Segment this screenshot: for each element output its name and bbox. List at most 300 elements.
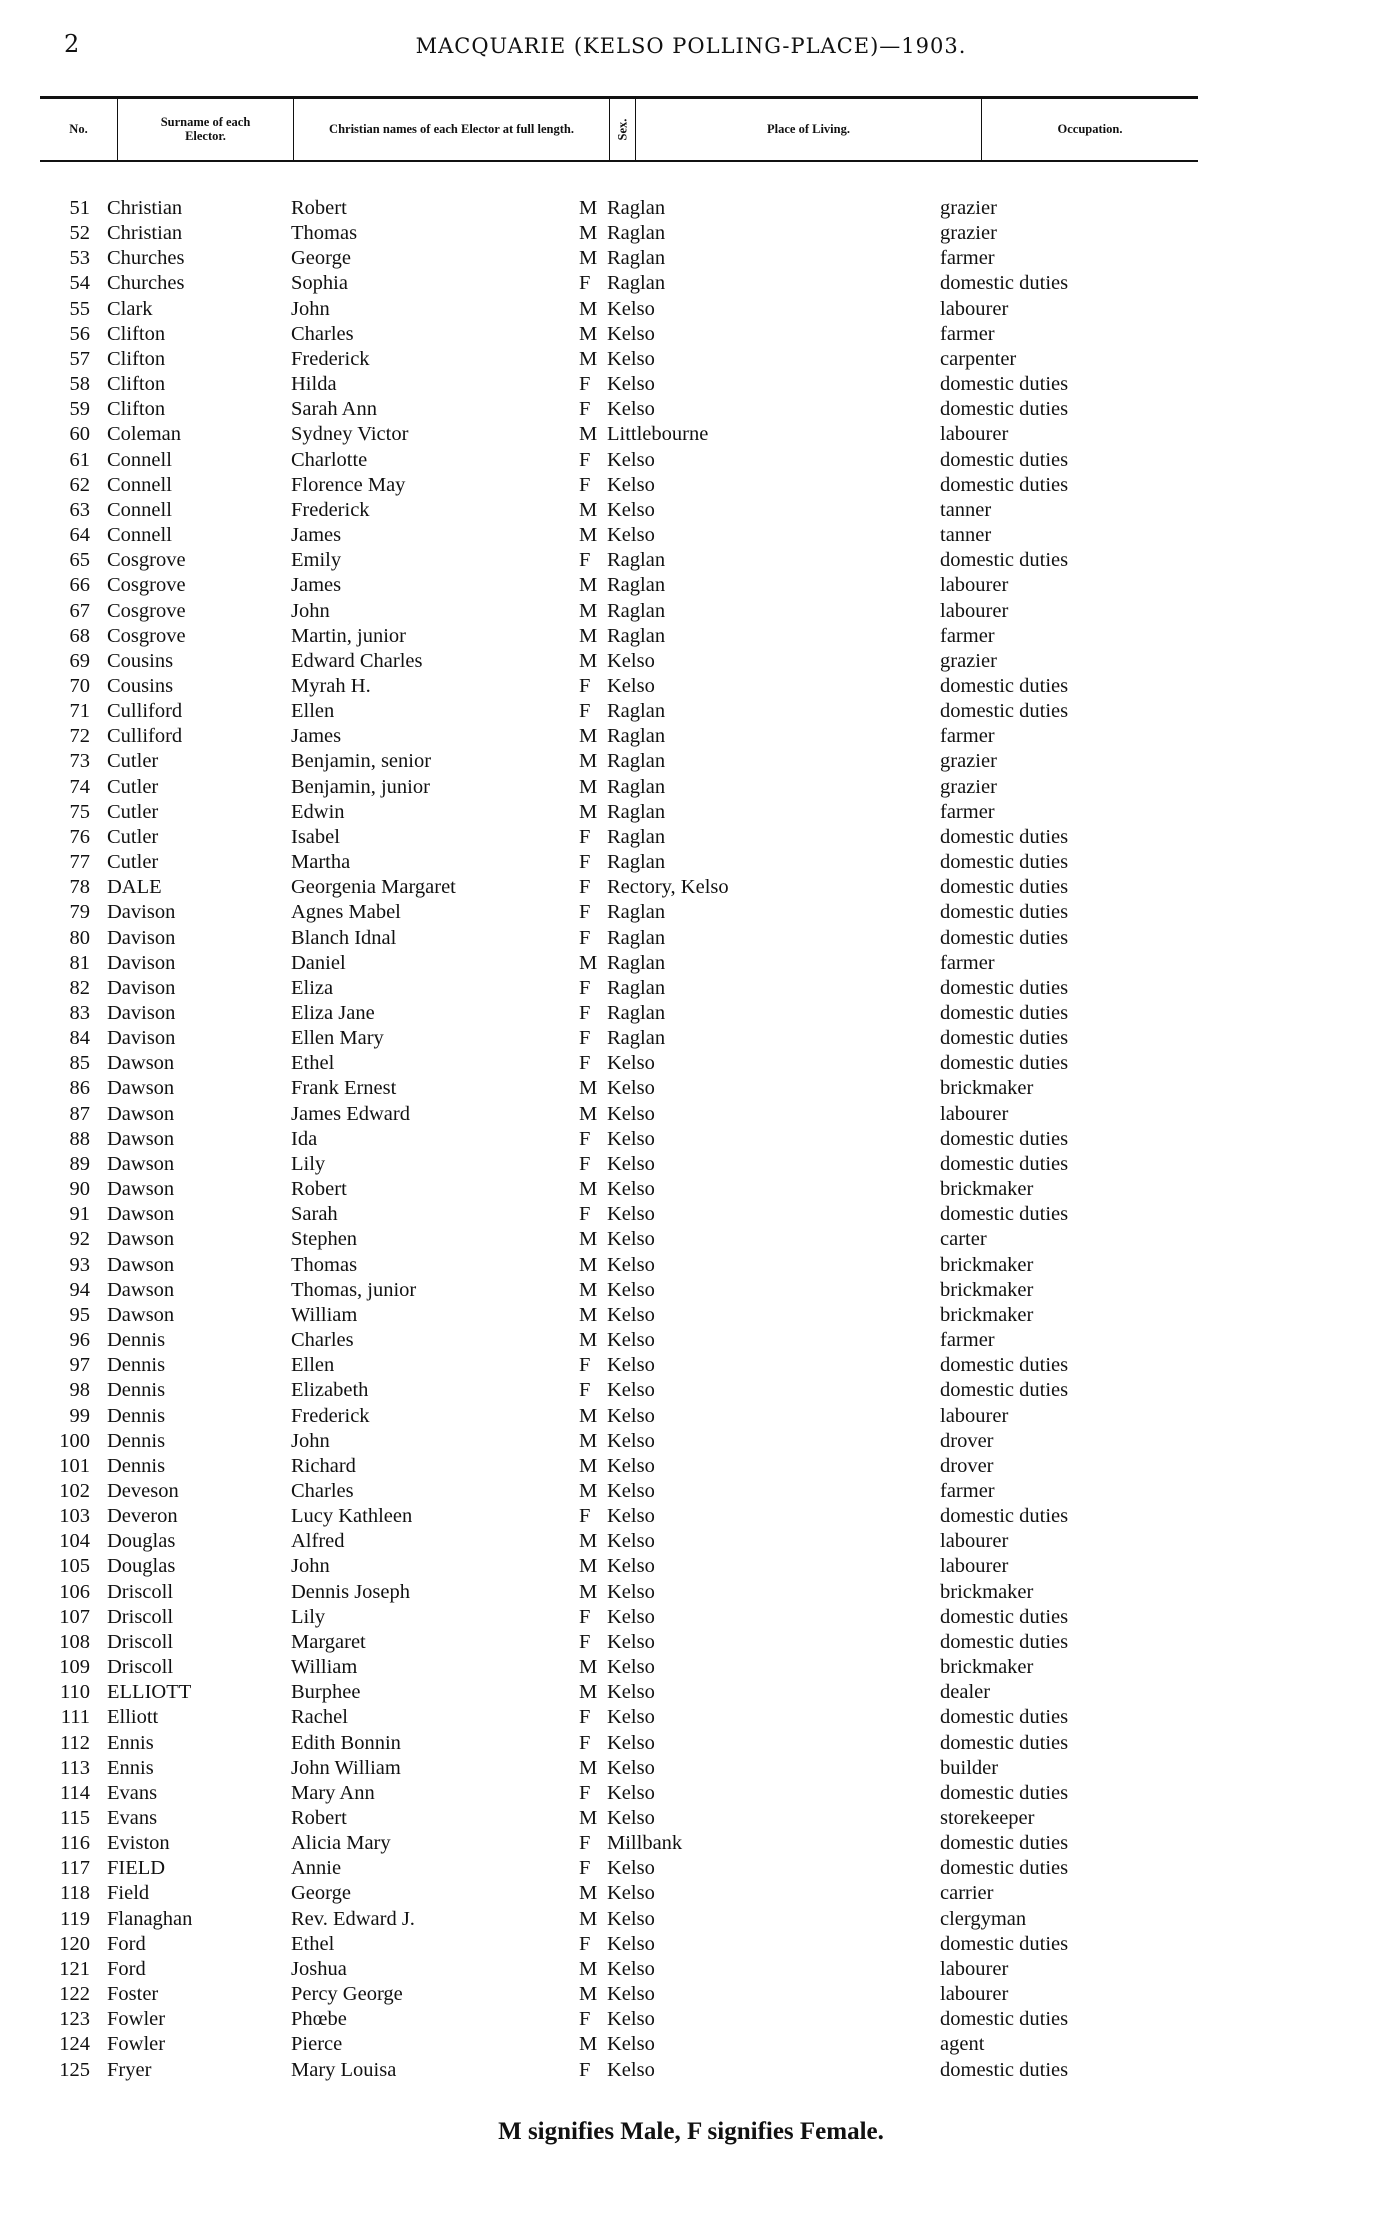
christian-names-cell: Frank Ernest — [291, 1077, 397, 1100]
row-number: 102 — [59, 1479, 90, 1502]
row-number: 54 — [69, 272, 90, 295]
table-row — [0, 926, 1382, 951]
christian-names-cell: Mary Louisa — [291, 2058, 397, 2081]
occupation-cell: brickmaker — [940, 1178, 1034, 1201]
row-number: 68 — [69, 624, 90, 647]
christian-names-cell: Phœbe — [291, 2008, 347, 2031]
place-cell: Raglan — [607, 247, 666, 270]
surname-cell: Christian — [107, 197, 183, 219]
row-number: 87 — [69, 1102, 90, 1125]
surname-cell: Driscoll — [107, 1630, 174, 1653]
row-number: 98 — [69, 1379, 90, 1402]
occupation-cell: farmer — [940, 1479, 995, 1502]
sex-cell: M — [579, 247, 598, 270]
row-number: 111 — [60, 1706, 90, 1729]
table-row — [0, 2058, 1382, 2083]
place-cell: Kelso — [607, 1656, 655, 1679]
christian-names-cell: Sarah — [291, 1203, 338, 1226]
place-cell: Kelso — [607, 524, 655, 547]
surname-cell: Connell — [107, 473, 172, 496]
christian-names-cell: Charles — [291, 1329, 354, 1352]
table-row — [0, 1303, 1382, 1328]
surname-cell: Deveron — [107, 1505, 178, 1528]
row-number: 125 — [59, 2058, 90, 2081]
place-cell: Kelso — [607, 2058, 655, 2081]
place-cell: Kelso — [607, 448, 655, 471]
surname-cell: Culliford — [107, 700, 183, 723]
row-number: 69 — [69, 649, 90, 672]
table-row — [0, 221, 1382, 246]
row-number: 53 — [69, 247, 90, 270]
table-row — [0, 372, 1382, 397]
christian-names-cell: James — [291, 574, 342, 597]
row-number: 116 — [60, 1832, 90, 1855]
place-cell: Kelso — [607, 1379, 655, 1402]
row-number: 72 — [69, 725, 90, 748]
sex-cell: M — [579, 222, 598, 245]
row-number: 51 — [69, 197, 90, 219]
elector-list — [0, 196, 1382, 2083]
table-row — [0, 1504, 1382, 1529]
row-number: 88 — [69, 1127, 90, 1150]
christian-names-cell: Ethel — [291, 1052, 335, 1075]
surname-cell: Dennis — [107, 1354, 166, 1377]
row-number: 67 — [69, 599, 90, 622]
row-number: 113 — [60, 1756, 90, 1779]
christian-names-cell: Elizabeth — [291, 1379, 369, 1402]
occupation-cell: brickmaker — [940, 1580, 1034, 1603]
sex-cell: M — [579, 1983, 598, 2006]
row-number: 124 — [59, 2033, 90, 2056]
christian-names-cell: Martin, junior — [291, 624, 407, 647]
surname-cell: Dawson — [107, 1303, 175, 1326]
surname-cell: Cosgrove — [107, 574, 186, 597]
sex-cell: F — [579, 851, 591, 874]
table-row — [0, 1756, 1382, 1781]
header-occupation: Occupation. — [1057, 121, 1123, 136]
surname-cell: Ennis — [107, 1756, 154, 1779]
row-number: 95 — [69, 1303, 90, 1326]
surname-cell: Dawson — [107, 1152, 175, 1175]
row-number: 96 — [69, 1329, 90, 1352]
place-cell: Raglan — [607, 222, 666, 245]
header-sex — [610, 99, 636, 160]
sex-cell: M — [579, 800, 598, 823]
place-cell: Kelso — [607, 1706, 655, 1729]
table-row — [0, 1353, 1382, 1378]
place-cell: Kelso — [607, 1354, 655, 1377]
christian-names-cell: Ethel — [291, 1932, 335, 1955]
surname-cell: Cutler — [107, 825, 159, 848]
christian-names-cell: Joshua — [291, 1957, 347, 1980]
occupation-cell: domestic duties — [940, 851, 1069, 874]
place-cell: Kelso — [607, 1681, 655, 1704]
place-cell: Raglan — [607, 976, 666, 999]
christian-names-cell: Percy George — [291, 1983, 403, 2006]
row-number: 62 — [69, 473, 90, 496]
table-row — [0, 749, 1382, 774]
place-cell: Kelso — [607, 1907, 655, 1930]
christian-names-cell: John William — [291, 1756, 401, 1779]
row-number: 80 — [69, 926, 90, 949]
table-row — [0, 850, 1382, 875]
occupation-cell: domestic duties — [940, 825, 1069, 848]
place-cell: Kelso — [607, 1052, 655, 1075]
surname-cell: Connell — [107, 524, 172, 547]
row-number: 52 — [69, 222, 90, 245]
table-row — [0, 322, 1382, 347]
occupation-cell: domestic duties — [940, 674, 1069, 697]
place-cell: Kelso — [607, 498, 655, 521]
occupation-cell: labourer — [940, 1983, 1009, 2006]
occupation-cell: domestic duties — [940, 876, 1069, 899]
sex-cell: F — [579, 398, 591, 421]
sex-cell: M — [579, 1404, 598, 1427]
surname-cell: Cosgrove — [107, 549, 186, 572]
sex-cell: F — [579, 1152, 591, 1175]
table-row — [0, 775, 1382, 800]
place-cell: Kelso — [607, 1178, 655, 1201]
sex-cell: F — [579, 373, 591, 396]
sex-cell: M — [579, 1454, 598, 1477]
surname-cell: Connell — [107, 448, 172, 471]
sex-cell: F — [579, 825, 591, 848]
row-number: 63 — [69, 498, 90, 521]
table-row — [0, 976, 1382, 1001]
place-cell: Millbank — [607, 1832, 683, 1855]
surname-cell: Fowler — [107, 2008, 166, 2031]
surname-cell: Dawson — [107, 1228, 175, 1251]
sex-cell: F — [579, 1932, 591, 1955]
row-number: 106 — [59, 1580, 90, 1603]
occupation-cell: domestic duties — [940, 1052, 1069, 1075]
surname-cell: Christian — [107, 222, 183, 245]
christian-names-cell: James Edward — [291, 1102, 410, 1125]
sex-cell: M — [579, 498, 598, 521]
table-row — [0, 1429, 1382, 1454]
sex-cell: M — [579, 322, 598, 345]
row-number: 89 — [69, 1152, 90, 1175]
sex-cell: F — [579, 549, 591, 572]
christian-names-cell: Benjamin, senior — [291, 750, 432, 773]
occupation-cell: farmer — [940, 800, 995, 823]
sex-cell: M — [579, 297, 598, 320]
sex-cell: M — [579, 1278, 598, 1301]
surname-cell: Douglas — [107, 1530, 176, 1553]
place-cell: Raglan — [607, 599, 666, 622]
occupation-cell: domestic duties — [940, 901, 1069, 924]
sex-cell: F — [579, 926, 591, 949]
page-title: MACQUARIE (KELSO POLLING-PLACE)—1903. — [415, 34, 967, 58]
christian-names-cell: Thomas — [291, 222, 358, 245]
occupation-cell: labourer — [940, 1404, 1009, 1427]
occupation-cell: labourer — [940, 1957, 1009, 1980]
sex-cell: M — [579, 649, 598, 672]
table-row — [0, 1982, 1382, 2007]
occupation-cell: labourer — [940, 1102, 1009, 1125]
row-number: 123 — [59, 2008, 90, 2031]
sex-cell: M — [579, 1756, 598, 1779]
place-cell: Raglan — [607, 725, 666, 748]
sex-cell: M — [579, 1882, 598, 1905]
table-row — [0, 1479, 1382, 1504]
occupation-cell: brickmaker — [940, 1656, 1034, 1679]
table-header — [40, 96, 1198, 162]
row-number: 83 — [69, 1002, 90, 1024]
place-cell: Kelso — [607, 1957, 655, 1980]
occupation-cell: brickmaker — [940, 1077, 1034, 1100]
row-number: 93 — [69, 1253, 90, 1276]
occupation-cell: domestic duties — [940, 1706, 1069, 1729]
row-number: 57 — [69, 347, 90, 370]
table-row — [0, 900, 1382, 925]
row-number: 75 — [69, 800, 90, 823]
sex-cell: M — [579, 1957, 598, 1980]
table-row — [0, 196, 1382, 221]
surname-cell: Cosgrove — [107, 599, 186, 622]
sex-cell: F — [579, 1630, 591, 1653]
place-cell: Kelso — [607, 1605, 655, 1628]
surname-cell: Flanaghan — [107, 1907, 193, 1930]
christian-names-cell: Lily — [291, 1152, 326, 1175]
row-number: 105 — [59, 1555, 90, 1578]
table-row — [0, 1580, 1382, 1605]
table-row — [0, 1856, 1382, 1881]
surname-cell: Dennis — [107, 1429, 166, 1452]
place-cell: Raglan — [607, 197, 666, 219]
christian-names-cell: John — [291, 1429, 330, 1452]
row-number: 117 — [60, 1857, 90, 1880]
christian-names-cell: Sophia — [291, 272, 348, 295]
sex-cell: F — [579, 976, 591, 999]
place-cell: Raglan — [607, 1027, 666, 1050]
row-number: 79 — [69, 901, 90, 924]
christian-names-cell: Ellen — [291, 700, 335, 723]
table-row — [0, 1881, 1382, 1906]
row-number: 74 — [69, 775, 90, 798]
place-cell: Kelso — [607, 1781, 655, 1804]
sex-cell: F — [579, 1027, 591, 1050]
christian-names-cell: Thomas, junior — [291, 1278, 417, 1301]
row-number: 58 — [69, 373, 90, 396]
occupation-cell: domestic duties — [940, 926, 1069, 949]
surname-cell: Douglas — [107, 1555, 176, 1578]
surname-cell: DALE — [107, 876, 162, 899]
sex-cell: M — [579, 750, 598, 773]
row-number: 60 — [69, 423, 90, 446]
row-number: 99 — [69, 1404, 90, 1427]
row-number: 121 — [59, 1957, 90, 1980]
place-cell: Littlebourne — [607, 423, 709, 446]
place-cell: Kelso — [607, 473, 655, 496]
christian-names-cell: Burphee — [291, 1681, 361, 1704]
christian-names-cell: Dennis Joseph — [291, 1580, 411, 1603]
surname-cell: Connell — [107, 498, 172, 521]
sex-cell: F — [579, 876, 591, 899]
table-row — [0, 548, 1382, 573]
surname-cell: Field — [107, 1882, 150, 1905]
occupation-cell: brickmaker — [940, 1253, 1034, 1276]
sex-cell: F — [579, 674, 591, 697]
sex-cell: M — [579, 1530, 598, 1553]
christian-names-cell: Eliza Jane — [291, 1002, 375, 1024]
surname-cell: Clifton — [107, 322, 166, 345]
occupation-cell: domestic duties — [940, 1731, 1069, 1754]
occupation-cell: brickmaker — [940, 1303, 1034, 1326]
occupation-cell: grazier — [940, 750, 997, 773]
sex-cell: M — [579, 1077, 598, 1100]
occupation-cell: drover — [940, 1429, 994, 1452]
occupation-cell: domestic duties — [940, 976, 1069, 999]
sex-cell: F — [579, 1706, 591, 1729]
occupation-cell: farmer — [940, 951, 995, 974]
christian-names-cell: Sarah Ann — [291, 398, 377, 421]
christian-names-cell: Frederick — [291, 1404, 370, 1427]
surname-cell: Churches — [107, 272, 185, 295]
place-cell: Kelso — [607, 2033, 655, 2056]
table-row — [0, 448, 1382, 473]
table-row — [0, 1680, 1382, 1705]
surname-cell: Dawson — [107, 1127, 175, 1150]
table-row — [0, 1655, 1382, 1680]
sex-cell: M — [579, 624, 598, 647]
occupation-cell: domestic duties — [940, 1932, 1069, 1955]
occupation-cell: farmer — [940, 725, 995, 748]
row-number: 64 — [69, 524, 90, 547]
table-row — [0, 624, 1382, 649]
christian-names-cell: Florence May — [291, 473, 406, 496]
place-cell: Raglan — [607, 901, 666, 924]
christian-names-cell: Rachel — [291, 1706, 348, 1729]
table-row — [0, 674, 1382, 699]
christian-names-cell: Agnes Mabel — [291, 901, 401, 924]
sex-cell: M — [579, 599, 598, 622]
occupation-cell: domestic duties — [940, 1857, 1069, 1880]
occupation-cell: domestic duties — [940, 549, 1069, 572]
table-row — [0, 1127, 1382, 1152]
occupation-cell: grazier — [940, 197, 997, 219]
sex-cell: M — [579, 1555, 598, 1578]
place-cell: Kelso — [607, 649, 655, 672]
occupation-cell: tanner — [940, 498, 992, 521]
surname-cell: Ford — [107, 1957, 146, 1980]
sex-cell: M — [579, 1580, 598, 1603]
place-cell: Raglan — [607, 926, 666, 949]
occupation-cell: grazier — [940, 649, 997, 672]
sex-cell: F — [579, 2008, 591, 2031]
surname-cell: Clifton — [107, 347, 166, 370]
christian-names-cell: Ida — [291, 1127, 318, 1150]
surname-cell: Deveson — [107, 1479, 179, 1502]
sex-cell: F — [579, 272, 591, 295]
surname-cell: Cutler — [107, 750, 159, 773]
table-row — [0, 825, 1382, 850]
table-row — [0, 1177, 1382, 1202]
row-number: 73 — [69, 750, 90, 773]
occupation-cell: domestic duties — [940, 1027, 1069, 1050]
header-sex-label: Sex. — [614, 118, 629, 141]
sex-cell: M — [579, 423, 598, 446]
sex-cell: M — [579, 725, 598, 748]
surname-cell: Evans — [107, 1781, 158, 1804]
occupation-cell: domestic duties — [940, 1002, 1069, 1024]
sex-cell: M — [579, 524, 598, 547]
sex-cell: M — [579, 574, 598, 597]
place-cell: Raglan — [607, 775, 666, 798]
header-place: Place of Living. — [636, 99, 982, 160]
christian-names-cell: Myrah H. — [291, 674, 371, 697]
place-cell: Kelso — [607, 347, 655, 370]
table-row — [0, 397, 1382, 422]
occupation-cell: carpenter — [940, 347, 1017, 370]
surname-cell: Davison — [107, 951, 176, 974]
table-row — [0, 1605, 1382, 1630]
christian-names-cell: Isabel — [291, 825, 340, 848]
place-cell: Kelso — [607, 1983, 655, 2006]
surname-cell: Dennis — [107, 1404, 166, 1427]
sex-cell: M — [579, 1681, 598, 1704]
occupation-cell: drover — [940, 1454, 994, 1477]
place-cell: Raglan — [607, 851, 666, 874]
christian-names-cell: Robert — [291, 197, 347, 219]
row-number: 118 — [60, 1882, 90, 1905]
row-number: 92 — [69, 1228, 90, 1251]
sex-cell: F — [579, 1781, 591, 1804]
sex-cell: F — [579, 901, 591, 924]
place-cell: Kelso — [607, 1882, 655, 1905]
occupation-cell: labourer — [940, 574, 1009, 597]
table-row — [0, 1026, 1382, 1051]
surname-cell: Davison — [107, 901, 176, 924]
occupation-cell: storekeeper — [940, 1807, 1035, 1829]
occupation-cell: labourer — [940, 423, 1009, 446]
table-row — [0, 1529, 1382, 1554]
table-row — [0, 498, 1382, 523]
occupation-cell: labourer — [940, 297, 1009, 320]
row-number: 61 — [69, 448, 90, 471]
table-row — [0, 1102, 1382, 1127]
place-cell: Kelso — [607, 1404, 655, 1427]
surname-cell: Cousins — [107, 649, 174, 672]
christian-names-cell: George — [291, 247, 351, 270]
place-cell: Raglan — [607, 1002, 666, 1024]
christian-names-cell: Ellen — [291, 1354, 335, 1377]
sex-cell: F — [579, 1052, 591, 1075]
place-cell: Raglan — [607, 750, 666, 773]
place-cell: Kelso — [607, 1857, 655, 1880]
christian-names-cell: Edith Bonnin — [291, 1731, 401, 1754]
occupation-cell: farmer — [940, 322, 995, 345]
place-cell: Raglan — [607, 272, 666, 295]
header-christian — [294, 99, 610, 160]
christian-names-cell: George — [291, 1882, 351, 1905]
christian-names-cell: Charles — [291, 1479, 354, 1502]
occupation-cell: farmer — [940, 1329, 995, 1352]
occupation-cell: builder — [940, 1756, 999, 1779]
christian-names-cell: Lucy Kathleen — [291, 1505, 413, 1528]
place-cell: Kelso — [607, 1454, 655, 1477]
place-cell: Kelso — [607, 398, 655, 421]
christian-names-cell: James — [291, 524, 342, 547]
occupation-cell: farmer — [940, 247, 995, 270]
surname-cell: Ennis — [107, 1731, 154, 1754]
place-cell: Kelso — [607, 1077, 655, 1100]
occupation-cell: labourer — [940, 1555, 1009, 1578]
table-row — [0, 347, 1382, 372]
sex-cell: F — [579, 700, 591, 723]
christian-names-cell: Charles — [291, 322, 354, 345]
sex-cell: M — [579, 1807, 598, 1829]
